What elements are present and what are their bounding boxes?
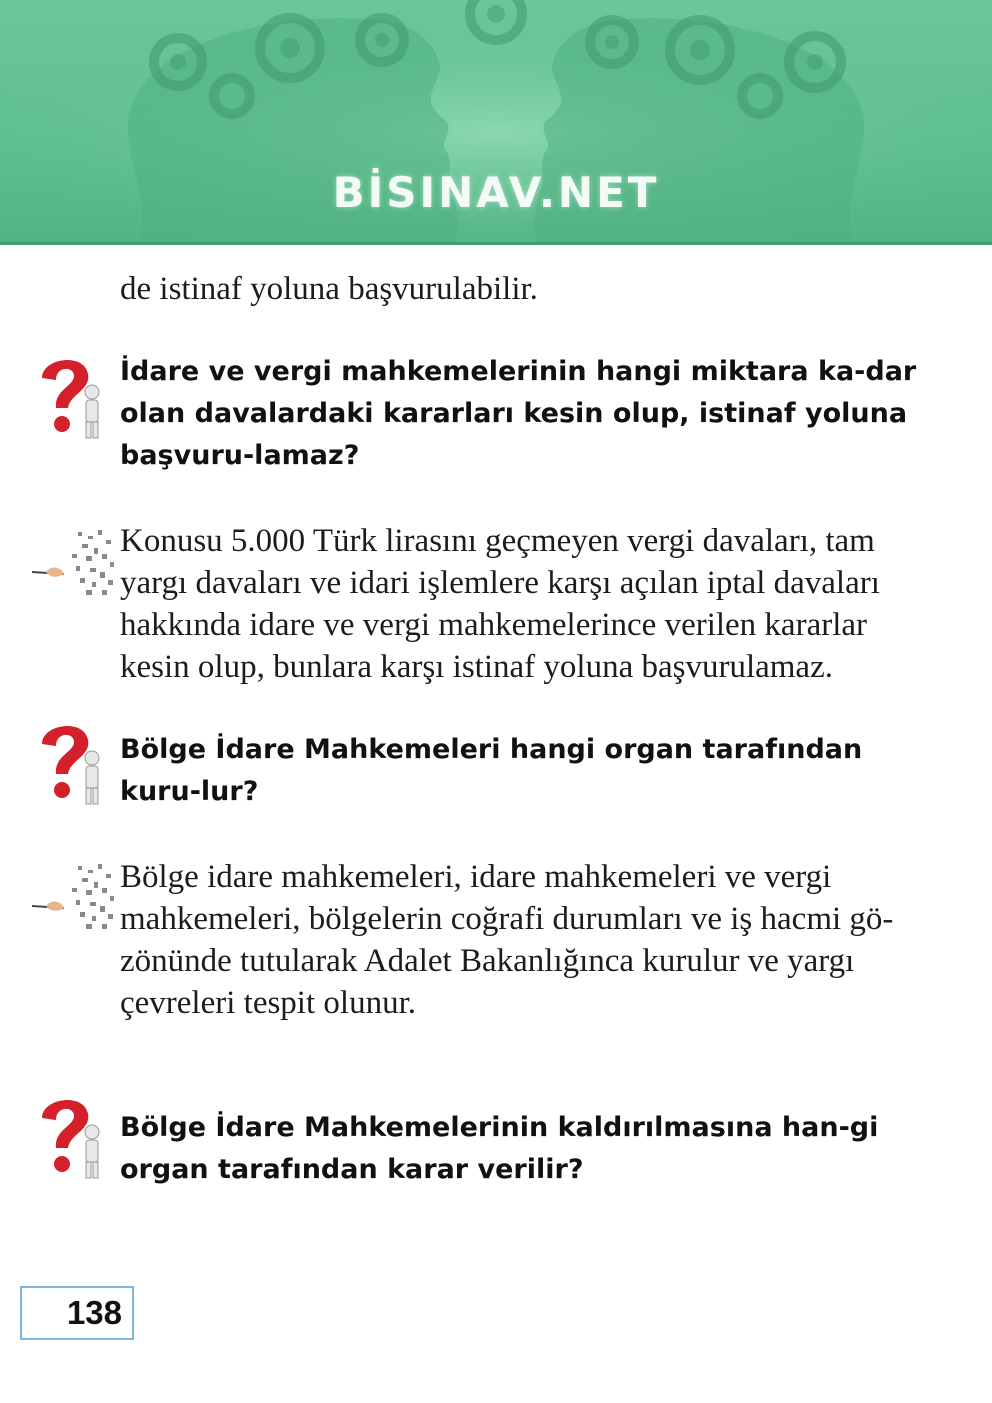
question-mark-figure-icon <box>34 1092 106 1180</box>
site-brand: BİSINAV.NET <box>332 168 660 217</box>
question-mark-figure-icon <box>34 718 106 806</box>
question-3: Bölge İdare Mahkemelerinin kaldırılmasına han-gi organ tarafından karar verilir? <box>120 1112 879 1185</box>
question-2: Bölge İdare Mahkemeleri hangi organ tarafından kuru-lur? <box>120 734 863 807</box>
question-1: İdare ve vergi mahkemelerinin hangi miktara ka-dar olan davalardaki kararları kesin olup, istinaf yoluna başvuru-lamaz? <box>120 356 917 471</box>
question-mark-figure-icon <box>34 352 106 440</box>
header-divider <box>0 242 992 245</box>
answer-1: Konusu 5.000 Türk lirasını geçmeyen vergi davaları, tam yargı davaları ve idari işlemlere karşı açılan iptal davaları hakkında idare ve vergi mahkemelerince verilen kararlar kesin olup, bunlara karşı istinaf yoluna başvurulamaz. <box>120 523 880 685</box>
intro-text: de istinaf yoluna başvurulabilir. <box>120 271 538 307</box>
pen-writing-icon <box>28 528 116 600</box>
page-number: 138 <box>20 1286 134 1340</box>
answer-2: Bölge idare mahkemeleri, idare mahkemeleri ve vergi mahkemeleri, bölgelerin coğrafi durumları ve iş hacmi gö-zönünde tutularak Adalet Bakanlığınca kurulur ve yargı çevreleri tespit olunur. <box>120 859 894 1021</box>
pen-writing-icon <box>28 862 116 934</box>
header-banner <box>0 0 992 242</box>
